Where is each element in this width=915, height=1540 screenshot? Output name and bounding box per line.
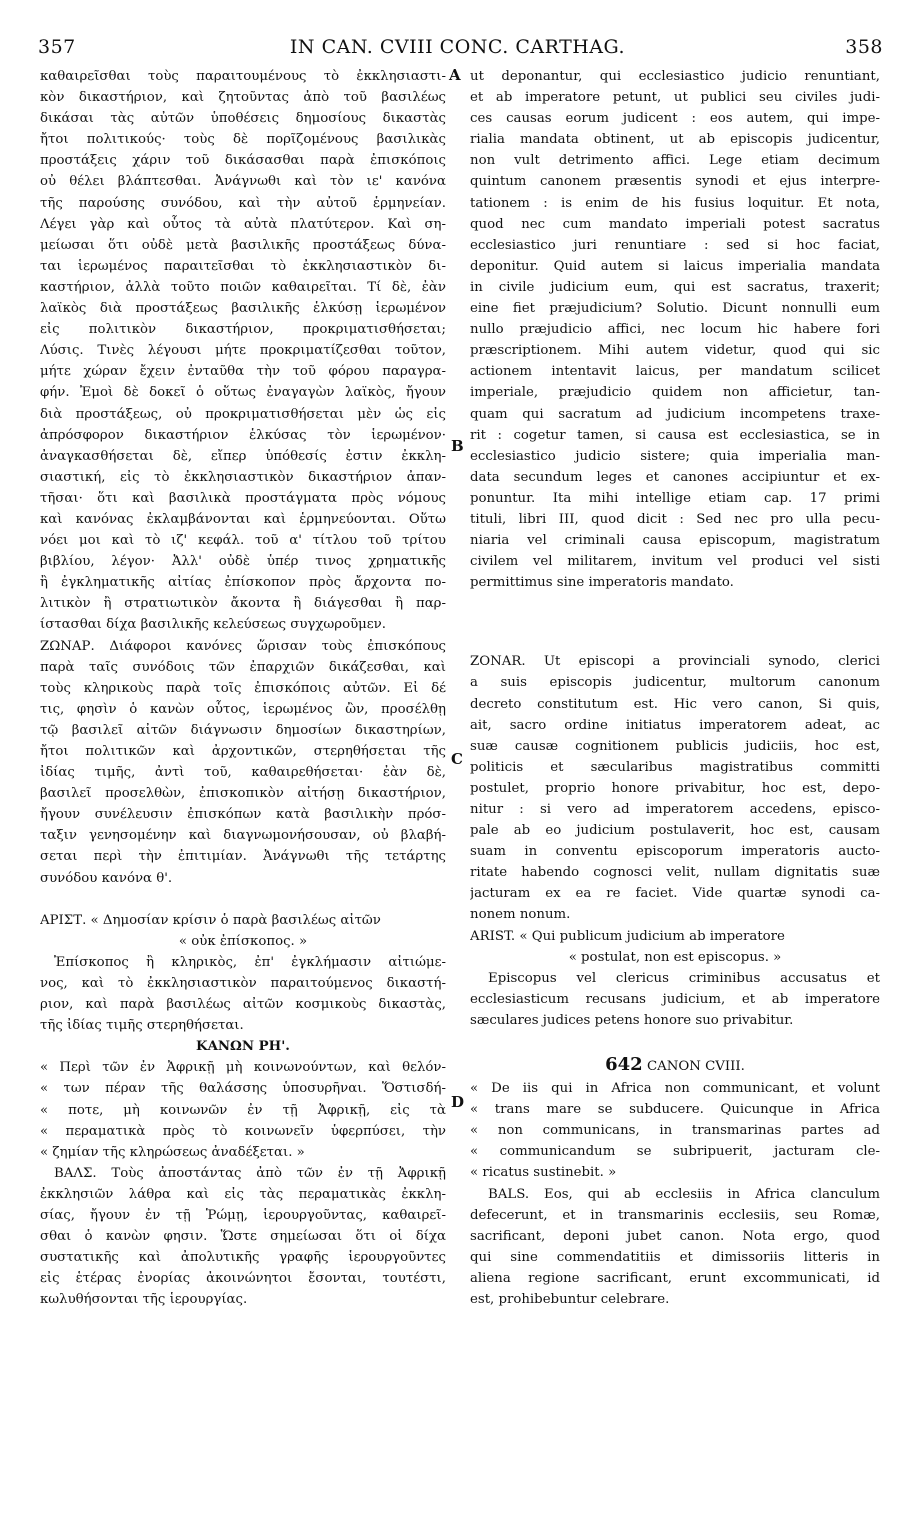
greek-line: συνόδου κανόνα θ'. bbox=[40, 870, 173, 886]
latin-line: ces causas eorum judicent : eos autem, qui impe- bbox=[470, 111, 880, 127]
latin-line: sacrificant, deponi jubet canon. Nota ergo, quod bbox=[470, 1228, 880, 1244]
latin-aristenus-block bbox=[470, 926, 880, 1031]
greek-line: κὸν δικαστήριον, καὶ ζητοῦντας ἀπὸ τοῦ βασιλέως bbox=[40, 90, 446, 106]
spacer bbox=[40, 889, 446, 910]
latin-line: niaria vel criminali causa episcopum, magistratum bbox=[470, 533, 880, 549]
latin-line: qui sine commendatitiis et dimissoriis litteris in bbox=[470, 1249, 880, 1265]
latin-line: nullo præjudicio affici, nec locum hic habere fori bbox=[470, 322, 880, 338]
greek-line: σίας, ἤγουν ἐν τῇ Ῥώμῃ, ἱερουργοῦντας, καθαιρεῖ- bbox=[40, 1207, 446, 1223]
greek-line: νος, καὶ τὸ ἐκκλησιαστικὸν παραιτούμενος δικαστή- bbox=[40, 975, 446, 991]
greek-line: ίστασθαι δίχα βασιλικῆς κελεύσεως συγχωροῦμεν. bbox=[40, 617, 386, 633]
greek-line: ΒΑΛΣ. Τοὺς ἀποστάντας ἀπὸ τῶν ἐν τῇ Ἀφρικῇ bbox=[54, 1165, 446, 1181]
greek-line: φήν. Ἐμοὶ δὲ δοκεῖ ὁ οὕτως ἐναγαγὼν λαϊκὸς, ἤγουν bbox=[40, 385, 446, 401]
greek-canon-title: ΚΑΝΩΝ ΡΗ'. bbox=[196, 1039, 290, 1055]
latin-canon-heading bbox=[470, 1052, 880, 1078]
spacer bbox=[470, 1031, 880, 1052]
latin-line: aliena regione sacrificant, erunt excommunicati, id bbox=[470, 1270, 880, 1286]
greek-line: « Περὶ τῶν ἐν Ἀφρικῇ μὴ κοινωνούντων, καὶ θελόν- bbox=[40, 1060, 446, 1076]
greek-line: ἀναγκασθήσεται δὲ, εἴπερ ὑπόθεσίς ἐστιν ἐκκλη- bbox=[40, 448, 446, 464]
latin-line: data secundum leges et canones accipiuntur et ex- bbox=[470, 469, 880, 485]
greek-line: ριον, καὶ παρὰ βασιλέως αἰτῶν κοσμικοὺς δικαστὰς, bbox=[40, 997, 446, 1013]
latin-line: « De iis qui in Africa non communicant, et volunt bbox=[470, 1081, 880, 1097]
latin-line: eine fiet præjudicium? Solutio. Dicunt nonnulli eum bbox=[470, 301, 880, 317]
greek-line: ται ἱερωμένος παραιτεῖσθαι τὸ ἐκκλησιαστικὸν δι- bbox=[40, 258, 446, 274]
latin-line: non vult detrimento affici. Lege etiam decimum bbox=[470, 153, 880, 169]
latin-canon-title: CANON CVIII. bbox=[646, 1059, 745, 1075]
latin-line: ecclesiastico juri renuntiare : sed si hoc faciat, bbox=[470, 237, 880, 253]
margin-letter-c: C bbox=[451, 750, 463, 768]
latin-line: quod nec cum mandato imperiali potest sacratus bbox=[470, 216, 880, 232]
latin-line: rialia mandata obtinent, ut ab episcopis judicentur, bbox=[470, 132, 880, 148]
latin-line: tituli, libri III, quod dicit : Sed nec pro ulla pecu- bbox=[470, 511, 880, 527]
greek-line: τῷ βασιλεῖ αἰτῶν διάγνωσιν δημοσίων δικαστηρίων, bbox=[40, 722, 446, 738]
latin-line: « trans mare se subducere. Quicunque in Africa bbox=[470, 1102, 880, 1118]
greek-line: λαϊκὸς διὰ προστάξεως βασιλικῆς ἑλκύσῃ ἱερωμένον bbox=[40, 301, 446, 317]
greek-line: ἢ ἐγκληματικῆς αἰτίας ἐπίσκοπον πρὸς ἄρχοντα πο- bbox=[40, 575, 446, 591]
greek-line: Λέγει γὰρ καὶ οὗτος τὰ αὐτὰ πλατύτερον. Καὶ ση- bbox=[40, 216, 446, 232]
latin-line: permittimus sine imperatoris mandato. bbox=[470, 575, 734, 591]
greek-line: καθαιρεῖσθαι τοὺς παραιτουμένους τὸ ἐκκλησιαστι- bbox=[40, 69, 446, 84]
greek-commentary-block bbox=[40, 66, 446, 636]
latin-line: est, prohibebuntur celebrare. bbox=[470, 1291, 670, 1307]
spacer bbox=[470, 622, 880, 651]
latin-line: a suis episcopis judicentur, multorum canonum bbox=[470, 675, 880, 691]
latin-line: « communicandum se subripuerit, jacturam cle- bbox=[470, 1144, 880, 1160]
latin-line: actionem intentavit laicus, per mandatum scilicet bbox=[470, 364, 880, 380]
margin-letter-b: B bbox=[451, 437, 464, 455]
greek-line: τῆσαι· ὅτι καὶ βασιλικὰ προστάγματα πρὸς νόμους bbox=[40, 490, 446, 506]
greek-line: τοὺς κληρικοὺς παρὰ τοῖς ἐπισκόποις αὐτῶν. Εἰ δέ bbox=[40, 680, 446, 696]
latin-aristenus-heading: « postulat, non est episcopus. » bbox=[568, 949, 782, 965]
greek-line: βασιλεῖ προσελθὼν, ἐπισκοπικὸν αἰτήσῃ δικαστήριον, bbox=[40, 786, 446, 802]
running-title: IN CAN. CVIII CONC. CARTHAG. bbox=[289, 36, 626, 58]
greek-line: προστάξεις χάριν τοῦ δικάσασθαι παρὰ ἐπισκόποις bbox=[40, 153, 446, 169]
latin-line: civilem vel militarem, invitum vel produci vel sisti bbox=[470, 554, 880, 570]
latin-column bbox=[470, 66, 880, 1310]
latin-line: ritate habendo cognosci velit, nullam dignitatis suæ bbox=[470, 865, 880, 881]
latin-line: ZONAR. Ut episcopi a provinciali synodo, clerici bbox=[470, 654, 880, 670]
latin-line: deponitur. Quid autem si laicus imperialia mandata bbox=[470, 258, 880, 274]
page-number-left: 357 bbox=[38, 36, 76, 58]
greek-line: μείωσαι ὅτι οὐδὲ μετὰ βασιλικῆς προστάξεως δύνα- bbox=[40, 237, 446, 253]
latin-line: BALS. Eos, qui ab ecclesiis in Africa clanculum bbox=[488, 1186, 880, 1202]
greek-line: « ποτε, μὴ κοινωνῶν ἐν τῇ Ἀφρικῇ, εἰς τὰ bbox=[40, 1102, 446, 1118]
greek-zonaras-block bbox=[40, 636, 446, 889]
latin-line: ponuntur. Ita mihi intellige etiam cap. 17 primi bbox=[470, 490, 880, 506]
latin-line: jacturam ex ea re faciet. Vide quartæ synodi ca- bbox=[470, 886, 880, 902]
greek-line: Λύσις. Τινὲς λέγουσι μήτε προκριματίζεσθαι τοῦτον, bbox=[40, 343, 446, 359]
latin-line: nonem nonum. bbox=[470, 907, 571, 923]
column-number: 642 bbox=[605, 1054, 643, 1076]
latin-line: præscriptionem. Mihi autem videtur, quod qui sic bbox=[470, 343, 880, 359]
greek-line: σεται περὶ τὴν ἐπιτιμίαν. Ἀνάγνωθι τῆς τετάρτης bbox=[40, 849, 446, 865]
latin-line: rit : cogetur tamen, si causa est ecclesiastica, se in bbox=[470, 427, 880, 443]
latin-balsamon-block bbox=[470, 1184, 880, 1311]
latin-line: decreto constitutum est. Hic vero canon, Si quis, bbox=[470, 696, 880, 712]
latin-line: suæ causæ cognitionem publicis judiciis, hoc est, bbox=[470, 738, 880, 754]
latin-line: imperiale, præjudicio quidem non afficietur, tan- bbox=[470, 385, 880, 401]
greek-aristenus-block bbox=[40, 910, 446, 1037]
margin-letter-a: A bbox=[449, 66, 461, 84]
page-number-right: 358 bbox=[845, 36, 883, 58]
greek-column bbox=[40, 66, 446, 1310]
greek-line: καστήριον, ἀλλὰ τοῦτο ποιῶν καθαιρεῖται. Τί δὲ, ἐὰν bbox=[40, 279, 446, 295]
latin-line: tationem : is enim de his fusius loquitur. Et nota, bbox=[470, 195, 880, 211]
greek-line: σιαστική, εἰς τὸ ἐκκλησιαστικὸν δικαστήριον ἀπαν- bbox=[40, 469, 446, 485]
spacer bbox=[470, 593, 880, 622]
latin-line: nitur : si vero ad imperatorem accedens, episco- bbox=[470, 802, 880, 817]
greek-line: ἰδίας τιμῆς, ἀντὶ τοῦ, καθαιρεθήσεται· ἐὰν δὲ, bbox=[40, 765, 446, 781]
greek-line: διὰ προστάξεως, οὐ προκριματισθήσεται μὲν ὡς εἰς bbox=[40, 406, 446, 422]
greek-line: εἰς πολιτικὸν δικαστήριον, προκριματισθήσεται; bbox=[40, 322, 446, 338]
greek-line: μήτε χώραν ἔχειν ἐνταῦθα τὴν τοῦ φόρου παραγρα- bbox=[40, 364, 446, 380]
latin-line: sæculares judices petens honore suo privabitur. bbox=[470, 1012, 794, 1028]
latin-line: in civile judicium eum, qui est sacratus, traxerit; bbox=[470, 279, 880, 295]
greek-line: τῆς παρούσης συνόδου, καὶ τὴν αὐτοῦ ἑρμηνείαν. bbox=[40, 195, 446, 211]
greek-line: « των πέραν τῆς θαλάσσης ὑποσυρῆναι. Ὅστισδή- bbox=[40, 1081, 446, 1097]
greek-line: Ἐπίσκοπος ἢ κληρικὸς, ἐπ' ἐγκλήμασιν αἰτιώμε- bbox=[54, 954, 446, 970]
greek-line: δικάσαι τὰς αὐτῶν ὑποθέσεις δημοσίους δικαστὰς bbox=[40, 111, 446, 127]
latin-aristenus-heading: ARIST. « Qui publicum judicium ab imperatore bbox=[470, 928, 785, 944]
latin-line: quintum canonem præsentis synodi et ejus interpre- bbox=[470, 174, 880, 190]
greek-line: λιτικὸν ἢ στρατιωτικὸν ἄκοντα ἢ διάγεσθαι ἢ παρ- bbox=[40, 596, 446, 612]
greek-line: κωλυθήσονται τῆς ἱερουργίας. bbox=[40, 1292, 248, 1308]
greek-line: ἐκκλησιῶν λάθρα καὶ εἰς τὰς περαματικὰς ἐκκλη- bbox=[40, 1186, 446, 1202]
greek-line: παρὰ ταῖς συνόδοις τῶν ἐπαρχιῶν δικάζεσθαι, καὶ bbox=[40, 659, 446, 675]
greek-line: οὐ θέλει βλάπτεσθαι. Ἀνάγνωθι καὶ τὸν ιε' κανόνα bbox=[40, 174, 446, 190]
latin-line: « non communicans, in transmarinas partes ad bbox=[470, 1123, 880, 1139]
greek-line: ἀπρόσφορον δικαστήριον ἑλκύσας τὸν ἱερωμένον· bbox=[40, 427, 446, 443]
greek-line: ταξιν γενησομένην καὶ διαγνωμονήσουσαν, οὐ βλαβή- bbox=[40, 828, 446, 844]
greek-line: καὶ κανόνας ἐκλαμβάνονται καὶ ἑρμηνεύονται. Οὕτω bbox=[40, 511, 446, 527]
greek-aristenus-heading: ΑΡΙΣΤ. « Δημοσίαν κρίσιν ὁ παρὰ βασιλέως αἰτῶν bbox=[40, 912, 381, 928]
running-header bbox=[30, 36, 885, 66]
greek-line: ἤτοι πολιτικούς· τοὺς δὲ πορῖζομένους βασιλικὰς bbox=[40, 132, 446, 148]
greek-line: ΖΩΝΑΡ. Διάφοροι κανόνες ὥρισαν τοὺς ἐπισκόπους bbox=[40, 638, 446, 654]
latin-line: politicis et sæcularibus magistratibus committi bbox=[470, 759, 880, 775]
latin-line: postulet, proprio honore privabitur, hoc est, depo- bbox=[470, 780, 880, 796]
greek-aristenus-heading: « οὐκ ἐπίσκοπος. » bbox=[178, 933, 308, 949]
greek-line: ἤγουν συνέλευσιν ἐπισκόπων κατὰ βασιλικὴν πρόσ- bbox=[40, 807, 446, 823]
greek-line: « περαματικὰ πρὸς τὸ κοινωνεῖν ὑφερπύσει, τὴν bbox=[40, 1123, 446, 1139]
greek-line: νόει μοι καὶ τὸ ιζ' κεφάλ. τοῦ α' τίτλου τοῦ τρίτου bbox=[40, 533, 446, 549]
greek-line: συστατικῆς καὶ ἀπολυτικῆς γραφῆς ἱερουργοῦντες bbox=[40, 1250, 446, 1266]
greek-balsamon-block bbox=[40, 1163, 446, 1311]
latin-line: ecclesiasticum recusans judicium, et ab imperatore bbox=[470, 991, 880, 1007]
latin-line: « ricatus sustinebit. » bbox=[470, 1165, 617, 1181]
latin-commentary-block bbox=[470, 66, 880, 593]
greek-line: τις, φησὶν ὁ κανὼν οὗτος, ἱερωμένος ὢν, προσέλθῃ bbox=[40, 701, 446, 717]
greek-line: « ζημίαν τῆς κληρώσεως ἀναδέξεται. » bbox=[40, 1144, 305, 1160]
latin-line: suam in conventu episcoporum imperatoris aucto- bbox=[470, 844, 880, 860]
latin-line: et ab imperatore petunt, ut publici seu civiles judi- bbox=[470, 90, 880, 106]
greek-line: ἤτοι πολιτικῶν καὶ ἀρχοντικῶν, στερηθήσεται τῆς bbox=[40, 744, 446, 759]
latin-line: Episcopus vel clericus criminibus accusatus et bbox=[488, 970, 880, 986]
margin-letter-d: D bbox=[451, 1093, 465, 1111]
latin-line: ecclesiastico judicio sistere; quia imperialia man- bbox=[470, 448, 880, 464]
latin-line: ut deponantur, qui ecclesiastico judicio renuntiant, bbox=[470, 69, 880, 84]
greek-canon-block bbox=[40, 1057, 446, 1162]
greek-line: σθαι ὁ κανὼν φησιν. Ὥστε σημείωσαι ὅτι οἱ δίχα bbox=[40, 1229, 446, 1245]
latin-line: pale ab eo judicium postulaverit, hoc est, causam bbox=[470, 823, 880, 839]
latin-line: quam qui sacratum ad judicium incompetens traxe- bbox=[470, 406, 880, 422]
latin-canon-block bbox=[470, 1078, 880, 1183]
greek-line: βιβλίου, λέγον· Ἀλλ' οὐδὲ ὑπέρ τινος χρηματικῆς bbox=[40, 554, 446, 570]
latin-zonaras-block bbox=[470, 651, 880, 925]
greek-line: τῆς ἰδίας τιμῆς στερηθήσεται. bbox=[40, 1018, 244, 1034]
latin-line: defecerunt, et in transmarinis ecclesiis, seu Romæ, bbox=[470, 1207, 880, 1223]
greek-line: εἰς ἑτέρας ἐνορίας ἀκοινώνητοι ἔσονται, τουτέστι, bbox=[40, 1271, 446, 1287]
latin-line: ait, sacro ordine initiatus imperatorem adeat, ac bbox=[470, 717, 880, 733]
